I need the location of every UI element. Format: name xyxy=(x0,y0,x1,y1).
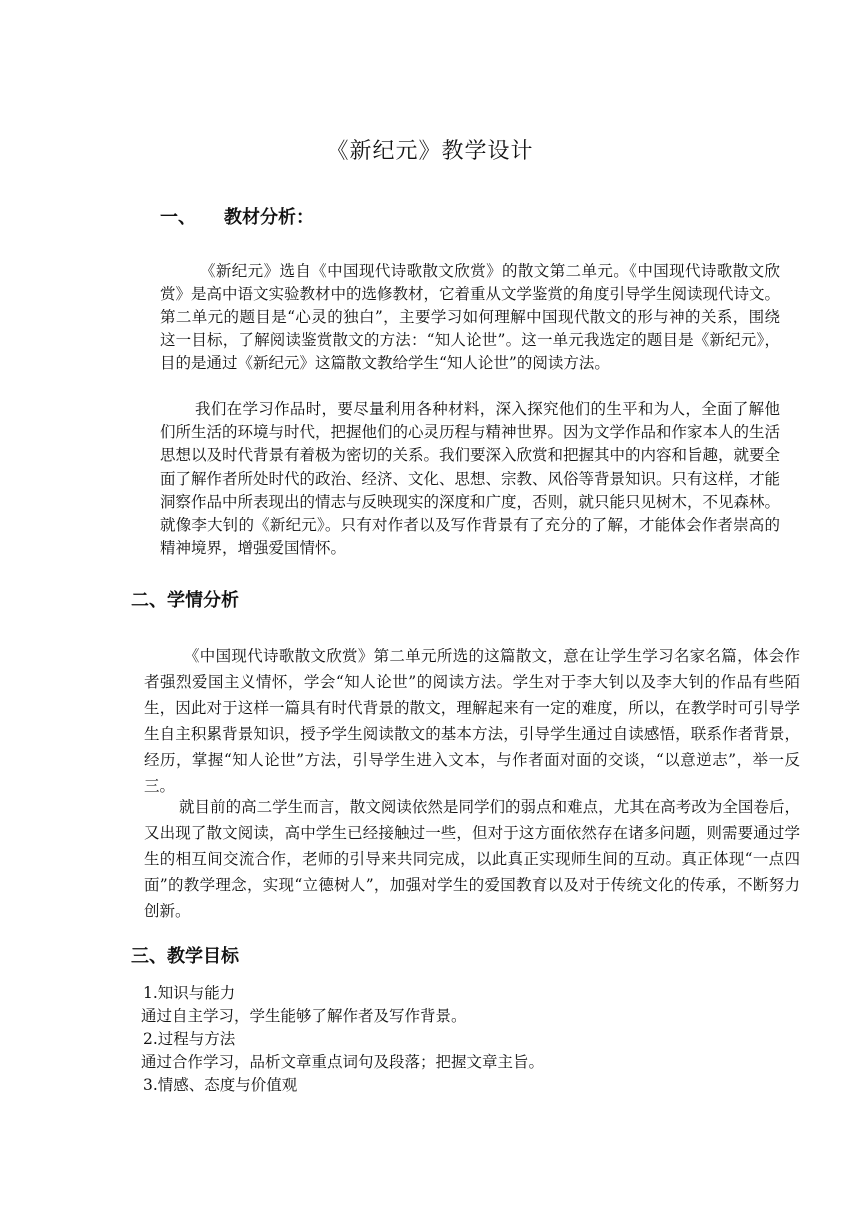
goal-item-emotion: 3.情感、态度与价值观 xyxy=(143,1076,298,1094)
paragraph-student-background: 《中国现代诗歌散文欣赏》第二单元所选的这篇散文，意在让学生学习名家名篇，体会作者强烈爱国主义情怀，学会“知人论世”的阅读方法。学生对于李大钊以及李大钊的作品有些陌生，因此对于这样一篇具有时代背景的散文，理解起来有一定的难度，所以，在教学时可引导学生自主积累背景知识，授予学生阅读散文的基本方法，引导学生通过自读感悟，联系作者背景，经历，掌握“知人论世”方法，引导学生进入文本，与作者面对面的交谈，“以意逆志”，举一反三。 xyxy=(144,647,800,795)
section-number: 一、 xyxy=(160,207,196,228)
teaching-goals-list xyxy=(141,982,791,1097)
section-heading-text: 教材分析： xyxy=(224,207,314,228)
paragraph-textbook-intro: 《新纪元》选自《中国现代诗歌散文欣赏》的散文第二单元。《中国现代诗歌散文欣赏》是高中语文实验教材中的选修教材，它着重从文学鉴赏的角度引导学生阅读现代诗文。第二单元的题目是“心灵的独白”，主要学习如何理解中国现代散文的形与神的关系，围绕这一目标，了解阅读鉴赏散文的方法：“知人论世”。这一单元我选定的题目是《新纪元》，目的是通过《新纪元》这篇散文教给学生“知人论世”的阅读方法。 xyxy=(160,262,781,372)
paragraph-student-current: 就目前的高二学生而言，散文阅读依然是同学们的弱点和难点，尤其在高考改为全国卷后，又出现了散文阅读，高中学生已经接触过一些，但对于这方面依然存在诸多问题，则需要通过学生的相互间交流合作，老师的引导来共同完成，以此真正实现师生间的互动。真正体现“一点四面”的教学理念，实现“立德树人”，加强对学生的爱国教育以及对于传统文化的传承，不断努力创新。 xyxy=(144,798,800,920)
goal-desc-knowledge: 通过自主学习，学生能够了解作者及写作背景。 xyxy=(141,1007,467,1025)
section-heading-textbook-analysis xyxy=(160,205,314,231)
goal-desc-process: 通过合作学习，品析文章重点词句及段落；把握文章主旨。 xyxy=(141,1053,545,1071)
paragraph-reading-method: 我们在学习作品时，要尽量利用各种材料，深入探究他们的生平和为人，全面了解他们所生活的环境与时代，把握他们的心灵历程与精神世界。因为文学作品和作家本人的生活思想以及时代背景有着极为密切的关系。我们要深入欣赏和把握其中的内容和旨趣，就要全面了解作者所处时代的政治、经济、文化、思想、宗教、风俗等背景知识。只有这样，才能洞察作品中所表现出的情志与反映现实的深度和广度，否则，就只能只见树木，不见森林。就像李大钊的《新纪元》。只有对作者以及写作背景有了充分的了解，才能体会作者崇高的精神境界，增强爱国情怀。 xyxy=(160,400,781,558)
goal-item-knowledge: 1.知识与能力 xyxy=(143,984,236,1002)
section-heading-teaching-goals: 三、教学目标 xyxy=(131,946,239,967)
document-title: 《新纪元》教学设计 xyxy=(326,139,534,164)
section-heading-student-analysis: 二、学情分析 xyxy=(131,590,239,611)
goal-item-process: 2.过程与方法 xyxy=(143,1030,236,1048)
